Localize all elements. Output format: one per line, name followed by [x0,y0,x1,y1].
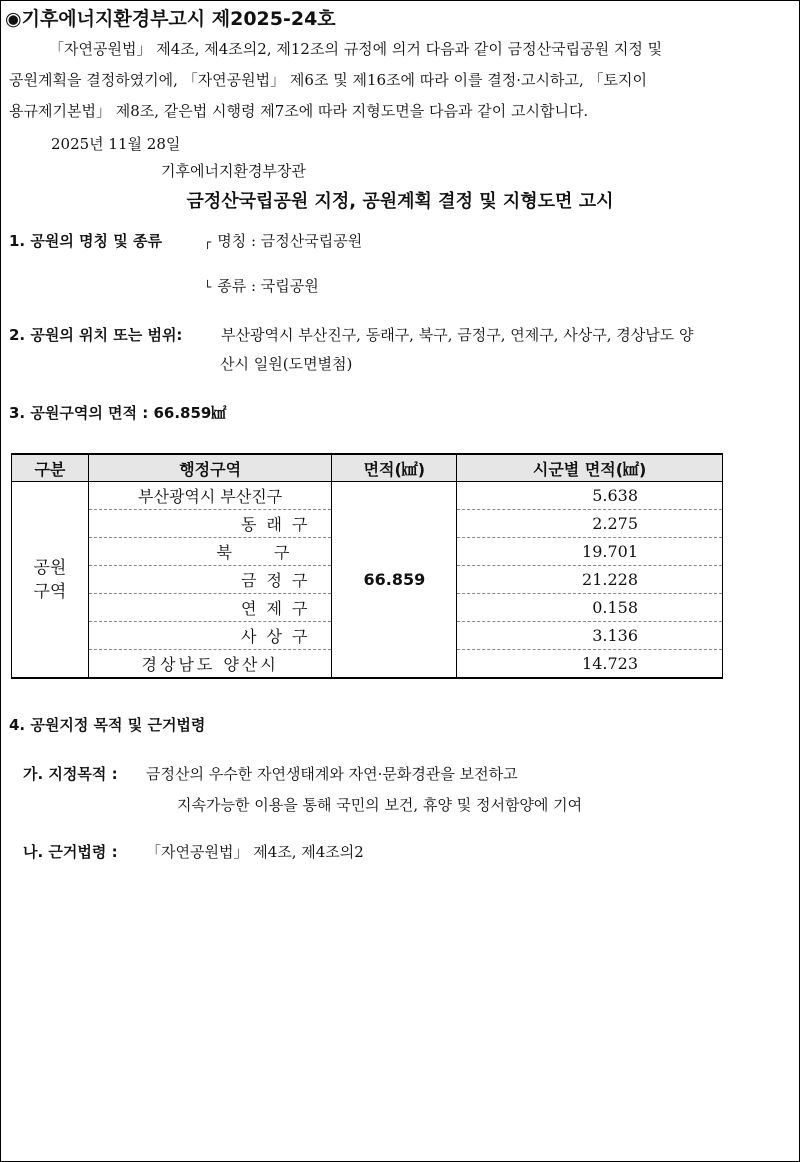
table-header-row [12,454,723,482]
intro-line-2: 공원계획을 결정하였기에, 「자연공원법」 제6조 및 제16조에 따라 이를 결정·고시하고, 「토지이 [9,71,648,89]
area-table [11,453,723,679]
header-sub-area: 시군별 면적(㎢) [457,454,723,482]
issuer: 기후에너지환경부장관 [161,162,306,180]
intro-line-3: 용규제기본법」 제8조, 같은법 시행령 제7조에 따라 지형도면을 다음과 같이 고시합니다. [9,102,589,120]
category-line-2: 구역 [33,581,67,602]
sub-area-cell: 5.638 [457,482,723,510]
total-area-cell: 66.859 [332,482,457,679]
section2-line-1: 부산광역시 부산진구, 동래구, 북구, 금정구, 연제구, 사상구, 경상남도 양 [221,326,694,344]
header-area: 면적(㎢) [332,454,457,482]
district-cell [88,482,332,510]
bracket-top-icon: ┌ [204,235,212,249]
bracket-bottom-icon: └ [204,280,212,294]
header-category: 구분 [12,454,89,482]
district-cell [88,566,332,594]
district-name: 연제구 [241,599,318,618]
sub-area-cell: 14.723 [457,650,723,679]
section2-heading: 2. 공원의 위치 또는 범위: [9,326,183,344]
category-cell [12,482,89,679]
district-name: 북구 [216,543,332,562]
park-name: 명칭 : 금정산국립공원 [217,232,363,250]
district-name: 동래구 [241,515,318,534]
park-type: 종류 : 국립공원 [217,277,319,295]
district-cell [88,594,332,622]
section2-line-2: 산시 일원(도면별첨) [220,355,353,373]
table-row [12,482,723,510]
intro-line-1: 「자연공원법」 제4조, 제4조의2, 제12조의 규정에 의거 다음과 같이 금정산국립공원 지정 및 [49,40,663,58]
main-title: 금정산국립공원 지정, 공원계획 결정 및 지형도면 고시 [186,191,614,212]
section4-heading: 4. 공원지정 목적 및 근거법령 [9,716,206,734]
section1-type [204,275,319,296]
purpose-line-2: 지속가능한 이용을 통해 국민의 보건, 휴양 및 정서함양에 기여 [177,796,583,814]
sub-area-cell: 2.275 [457,510,723,538]
district-name: 사상구 [241,627,318,646]
header-district: 행정구역 [88,454,332,482]
section1-name [204,230,362,251]
section3-heading: 3. 공원구역의 면적 : 66.859㎢ [9,404,227,422]
section1-heading: 1. 공원의 명칭 및 종류 [9,232,162,250]
sub-area-cell: 0.158 [457,594,723,622]
district-cell [88,622,332,650]
district-cell [88,538,332,566]
sub-area-cell: 19.701 [457,538,723,566]
notice-title [5,4,336,31]
sub-area-cell: 3.136 [457,622,723,650]
district-name: 부산광역시 부산진구 [138,487,283,506]
bullet-icon: ◉ [5,8,22,30]
purpose-line-1: 금정산의 우수한 자연생태계와 자연·문화경관을 보전하고 [146,765,518,783]
category-line-1: 공원 [33,557,67,578]
notice-date: 2025년 11월 28일 [51,135,181,153]
law-label: 나. 근거법령 : [23,843,118,861]
purpose-label: 가. 지정목적 : [23,765,118,783]
notice-title-text: 기후에너지환경부고시 제2025-24호 [21,8,336,30]
district-name: 금정구 [241,571,318,590]
law-text: 「자연공원법」 제4조, 제4조의2 [146,843,364,861]
sub-area-cell: 21.228 [457,566,723,594]
district-cell [88,510,332,538]
district-cell [88,650,332,679]
district-name: 경상남도 양산시 [141,655,279,674]
